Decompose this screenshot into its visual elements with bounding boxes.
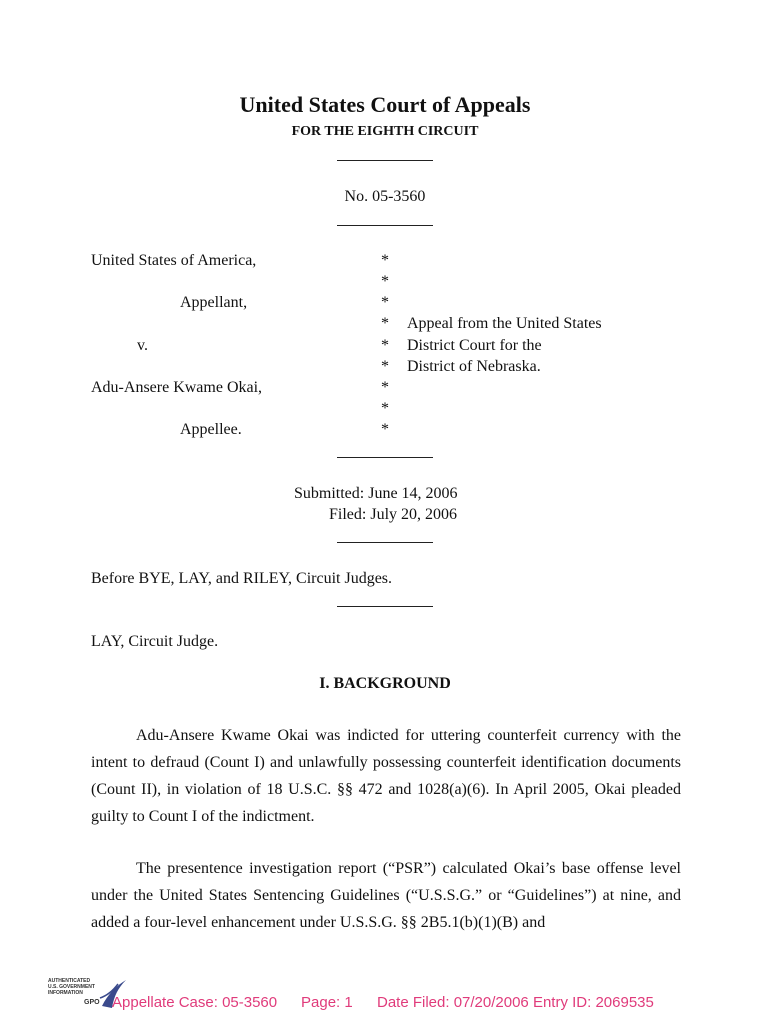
defendant-name: Adu-Ansere Kwame Okai, xyxy=(91,379,263,396)
filed-date: Filed: July 20, 2006 xyxy=(329,506,458,523)
caption-star: * xyxy=(381,337,389,354)
body-paragraph: The presentence investigation report (“PSR”) calculated Okai’s base offense level under the United States Sentencing Guidelines (“U.S.S.G.” or “Guidelines”) at nine, and added a four-level enhancement under U.S.S.G. §§ 2B5.1(b)(1)(B) and xyxy=(91,860,681,931)
circuit-name: FOR THE EIGHTH CIRCUIT xyxy=(291,124,479,139)
footer-case-number: Appellate Case: 05-3560 xyxy=(112,994,278,1011)
logo-text: AUTHENTICATED xyxy=(48,978,91,984)
divider-rule xyxy=(337,606,433,607)
caption-star: * xyxy=(381,252,389,269)
court-title: United States Court of Appeals xyxy=(239,92,531,117)
plaintiff-role: Appellant, xyxy=(180,294,248,311)
versus-label: v. xyxy=(137,337,148,354)
footer-filed-entry: Date Filed: 07/20/2006 Entry ID: 2069535 xyxy=(377,994,654,1011)
panel-judges: Before BYE, LAY, and RILEY, Circuit Judges. xyxy=(91,570,393,587)
divider-rule xyxy=(337,225,433,226)
caption-star: * xyxy=(381,273,389,290)
body-paragraph: Adu-Ansere Kwame Okai was indicted for uttering counterfeit currency with the intent to defraud (Count I) and unlawfully possessing counterfeit identification documents (Count II), in violation of 18 U.S.C. §§ 472 and 1028(a)(6). In April 2005, Okai pleaded guilty to Count I of the indictment. xyxy=(91,727,681,825)
caption-star: * xyxy=(381,379,389,396)
section-heading: I. BACKGROUND xyxy=(319,675,451,692)
logo-text: INFORMATION xyxy=(48,990,83,996)
caption-star: * xyxy=(381,421,389,438)
appeal-origin-line: District of Nebraska. xyxy=(407,358,541,375)
case-number: No. 05-3560 xyxy=(344,188,426,205)
submitted-date: Submitted: June 14, 2006 xyxy=(294,485,458,502)
plaintiff-name: United States of America, xyxy=(91,252,257,269)
caption-star: * xyxy=(381,315,389,332)
divider-rule xyxy=(337,160,433,161)
opinion-author: LAY, Circuit Judge. xyxy=(91,633,219,650)
appeal-origin-line: Appeal from the United States xyxy=(407,315,602,332)
appeal-origin-line: District Court for the xyxy=(407,337,542,354)
caption-star: * xyxy=(381,294,389,311)
divider-rule xyxy=(337,542,433,543)
defendant-role: Appellee. xyxy=(180,421,242,438)
footer-page-number: Page: 1 xyxy=(301,994,353,1011)
gpo-mark: GPO xyxy=(84,999,100,1006)
logo-text: U.S. GOVERNMENT xyxy=(48,984,95,990)
caption-star: * xyxy=(381,358,389,375)
divider-rule xyxy=(337,457,433,458)
caption-star: * xyxy=(381,400,389,417)
